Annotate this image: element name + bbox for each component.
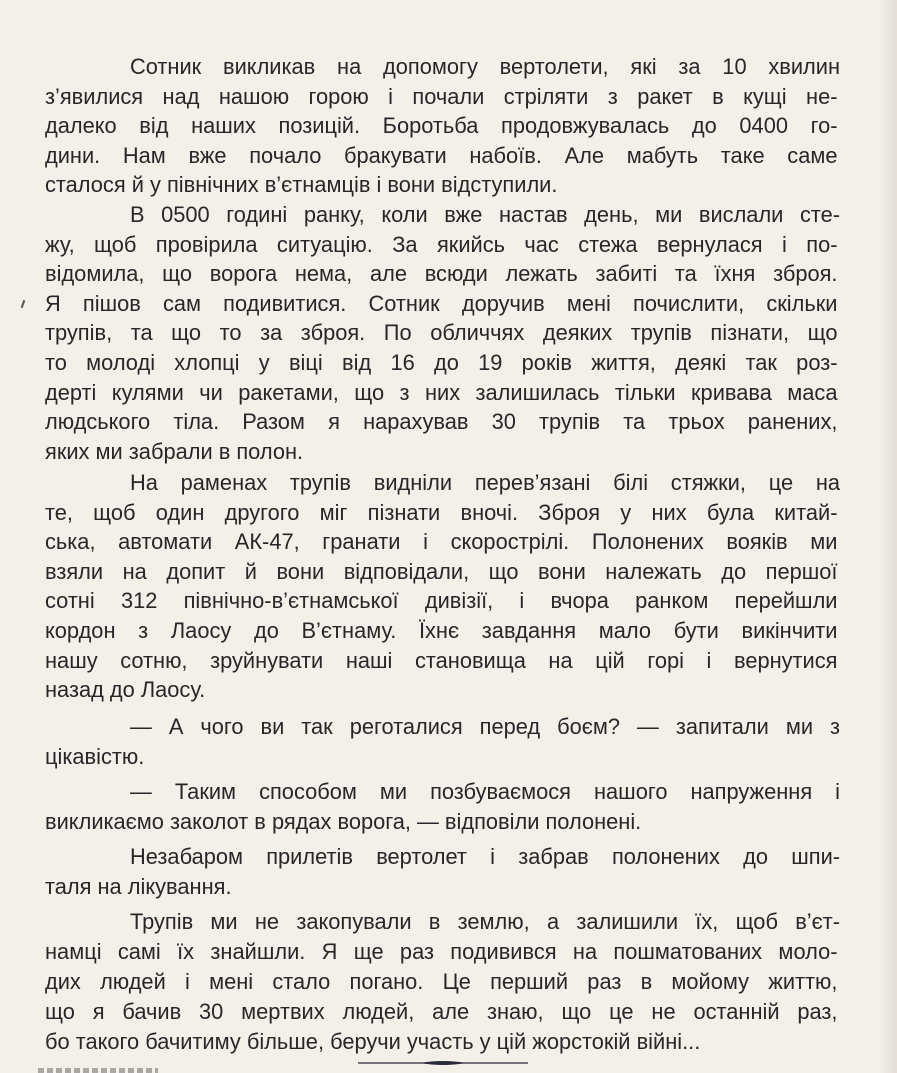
text-line: назад до Лаосу. (45, 677, 206, 703)
text-line: трупів, та що то за зброя. По обличчях деяких трупів пізнати, що (45, 320, 838, 346)
text-line: дерті кулями чи ракетами, що з них залишилась тільки кривава маса (45, 379, 838, 405)
text-line: Сотник викликав на допомогу вертолети, які за 10 хвилин (130, 54, 841, 79)
page-edge-shadow (879, 0, 897, 1073)
next-page-bleed-text (38, 1068, 158, 1073)
text-line: то молоді хлопці у віці від 16 до 19 років життя, деякі так роз- (45, 350, 838, 375)
text-line: жу, щоб провірила ситуацію. За якийсь час стежа вернулася і по- (45, 231, 838, 257)
text-line: цікавістю. (45, 744, 145, 769)
text-line: далеко від наших позицій. Боротьба продовжувалась до 0400 го- (45, 113, 838, 138)
text-line: В 0500 годині ранку, коли вже настав день, ми вислали сте- (130, 202, 841, 227)
margin-mark (21, 300, 26, 308)
text-line: з’явилися над нашою горою і почали стріляти з ракет в кущі не- (45, 83, 838, 109)
text-line: — Таким способом ми позбуваємося нашого напруження і (130, 779, 841, 804)
text-line: дих людей і мені стало погано. Це перший раз в мойому життю, (45, 969, 838, 994)
text-line: сталося й у північних в’єтнамців і вони відступили. (45, 172, 558, 197)
text-line: намці самі їх знайшли. Я ще раз подивився на пошматованих моло- (45, 939, 838, 964)
text-line: викликаємо заколот в рядах ворога, — відповіли полонені. (45, 809, 642, 834)
text-line: взяли на допит й вони відповідали, що вони належать до першої (45, 558, 838, 584)
text-line: кордон з Лаосу до В’єтнаму. Їхнє завдання мало бути викінчити (45, 618, 838, 643)
text-line: Я пішов сам подивитися. Сотник доручив мені почислити, скільки (45, 290, 838, 316)
text-line: сотні 312 північно-в’єтнамської дивізії, і вчора ранком перейшли (45, 588, 838, 614)
text-line: На раменах трупів видніли перев’язані білі стяжки, це на (130, 470, 841, 495)
text-line: яких ми забрали в полон. (45, 438, 304, 464)
text-line: те, щоб один другого міг пізнати вночі. Зброя у них була китай- (45, 499, 838, 525)
text-line: що я бачив 30 мертвих людей, але знаю, що це не останній раз, (45, 999, 838, 1024)
text-line: таля на лікування. (45, 874, 232, 899)
section-separator-ornament (358, 1060, 528, 1066)
text-line: Незабаром прилетів вертолет і забрав полонених до шпи- (130, 844, 841, 869)
text-line: відомила, що ворога нема, але всюди лежать забиті та їхня зброя. (45, 261, 838, 287)
text-line: Трупів ми не закопували в землю, а залишили їх, щоб в’єт- (130, 909, 841, 934)
text-line: ська, автомати АК-47, гранати і скорострілі. Полонених вояків ми (45, 529, 838, 555)
text-line: — А чого ви так реготалися перед боєм? — запитали ми з (130, 714, 841, 739)
text-line: людського тіла. Разом я нарахував 30 трупів та трьох ранених, (45, 409, 838, 435)
text-line: бо такого бачитиму більше, беручи участь у цій жорстокій війні... (45, 1029, 701, 1054)
text-line: дини. Нам вже почало бракувати набоїв. Але мабуть таке саме (45, 142, 838, 168)
text-line: нашу сотню, зруйнувати наші становища на цій горі і вернутися (45, 647, 838, 673)
